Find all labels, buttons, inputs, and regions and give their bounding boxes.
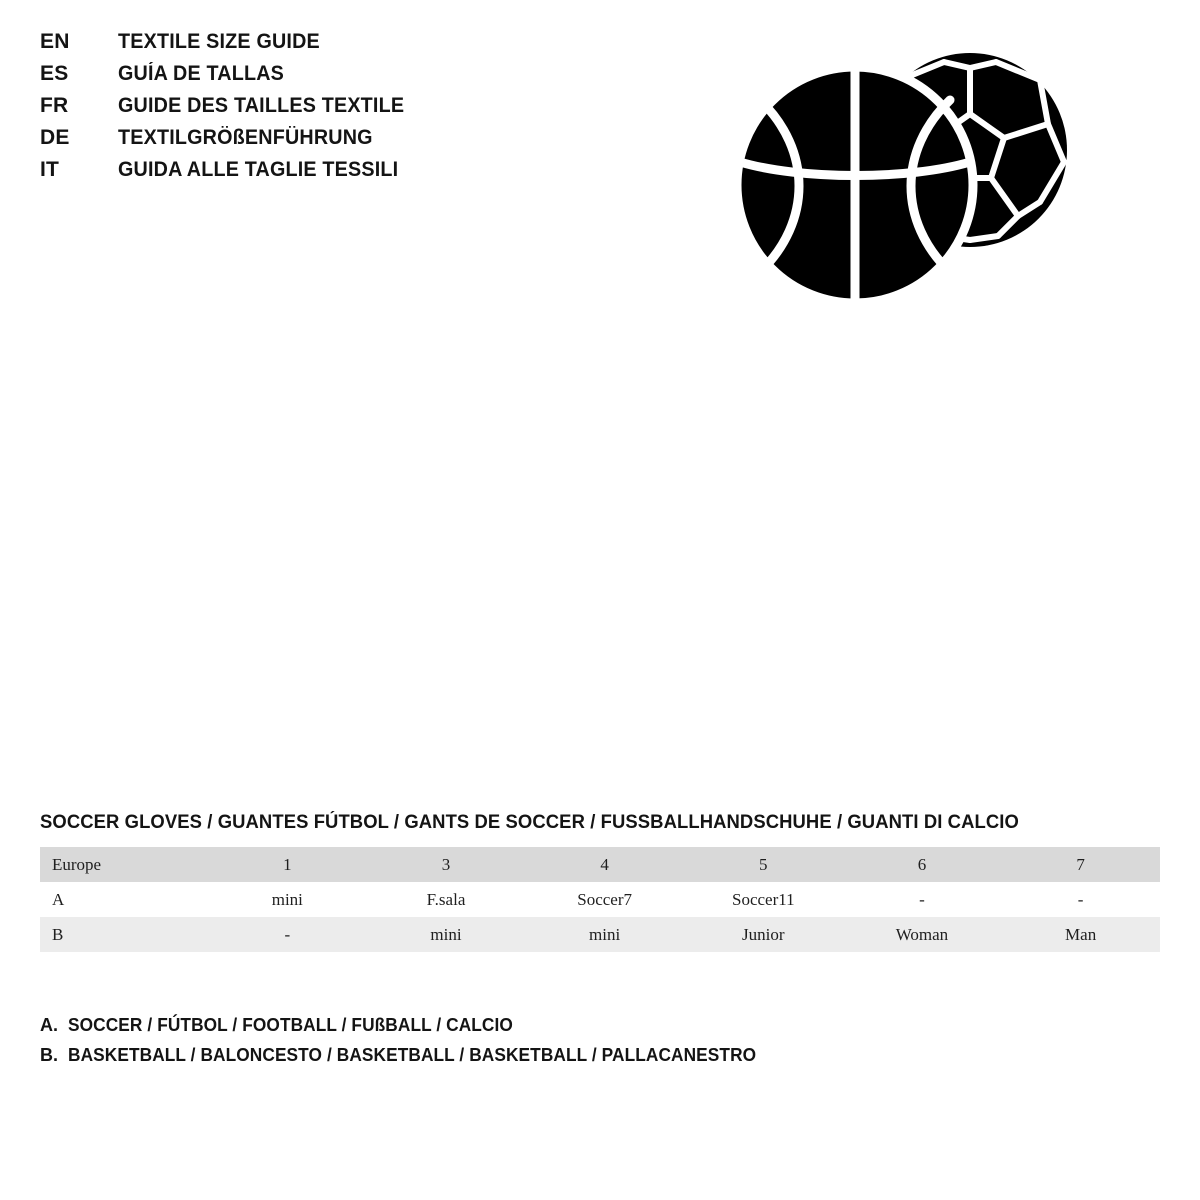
- size-table-section: [40, 812, 1160, 952]
- table-cell: -: [1001, 882, 1160, 917]
- table-cell: Soccer7: [525, 882, 684, 917]
- legend-label: BASKETBALL / BALONCESTO / BASKETBALL / BASKETBALL / PALLACANESTRO: [68, 1045, 757, 1065]
- language-title: GUÍA DE TALLAS: [118, 62, 285, 85]
- table-header-cell: Europe: [40, 847, 208, 882]
- legend-key: A.: [40, 1015, 58, 1035]
- basketball-icon: [737, 67, 973, 303]
- legend: [40, 1015, 785, 1075]
- table-header-cell: 3: [367, 847, 526, 882]
- table-row-label: B: [40, 917, 208, 952]
- legend-item: [40, 1045, 785, 1075]
- table-header-cell: 5: [684, 847, 843, 882]
- language-title: TEXTILE SIZE GUIDE: [118, 30, 320, 53]
- table-header-row: [40, 847, 1160, 882]
- table-header-cell: 6: [843, 847, 1002, 882]
- table-row: [40, 917, 1160, 952]
- table-header-cell: 4: [525, 847, 684, 882]
- language-row: [40, 94, 422, 126]
- table-title: SOCCER GLOVES / GUANTES FÚTBOL / GANTS DE SOCCER / FUSSBALLHANDSCHUHE / GUANTI DI CALCIO: [40, 812, 1019, 833]
- table-cell: Junior: [684, 917, 843, 952]
- language-title-list: [40, 30, 422, 190]
- soccer-gloves-size-table: [40, 847, 1160, 952]
- language-code: IT: [40, 158, 60, 181]
- language-code: DE: [40, 126, 70, 149]
- table-cell: F.sala: [367, 882, 526, 917]
- language-row: [40, 158, 422, 190]
- language-row: [40, 62, 422, 94]
- language-code: ES: [40, 62, 69, 85]
- language-title: GUIDE DES TAILLES TEXTILE: [118, 94, 405, 117]
- table-cell: -: [843, 882, 1002, 917]
- language-code: FR: [40, 94, 69, 117]
- table-header-cell: 1: [208, 847, 367, 882]
- table-row-label: A: [40, 882, 208, 917]
- sports-balls-illustration: [730, 50, 1090, 325]
- table-cell: Soccer11: [684, 882, 843, 917]
- legend-item: [40, 1015, 785, 1045]
- language-row: [40, 126, 422, 158]
- language-title: GUIDA ALLE TAGLIE TESSILI: [118, 158, 399, 181]
- legend-key: B.: [40, 1045, 58, 1065]
- table-row: [40, 882, 1160, 917]
- table-cell: Woman: [843, 917, 1002, 952]
- table-cell: Man: [1001, 917, 1160, 952]
- legend-label: SOCCER / FÚTBOL / FOOTBALL / FUßBALL / CALCIO: [68, 1015, 513, 1035]
- table-cell: mini: [367, 917, 526, 952]
- table-cell: mini: [525, 917, 684, 952]
- table-cell: -: [208, 917, 367, 952]
- table-header-cell: 7: [1001, 847, 1160, 882]
- language-title: TEXTILGRÖßENFÜHRUNG: [118, 126, 373, 149]
- language-row: [40, 30, 422, 62]
- table-cell: mini: [208, 882, 367, 917]
- language-code: EN: [40, 30, 70, 53]
